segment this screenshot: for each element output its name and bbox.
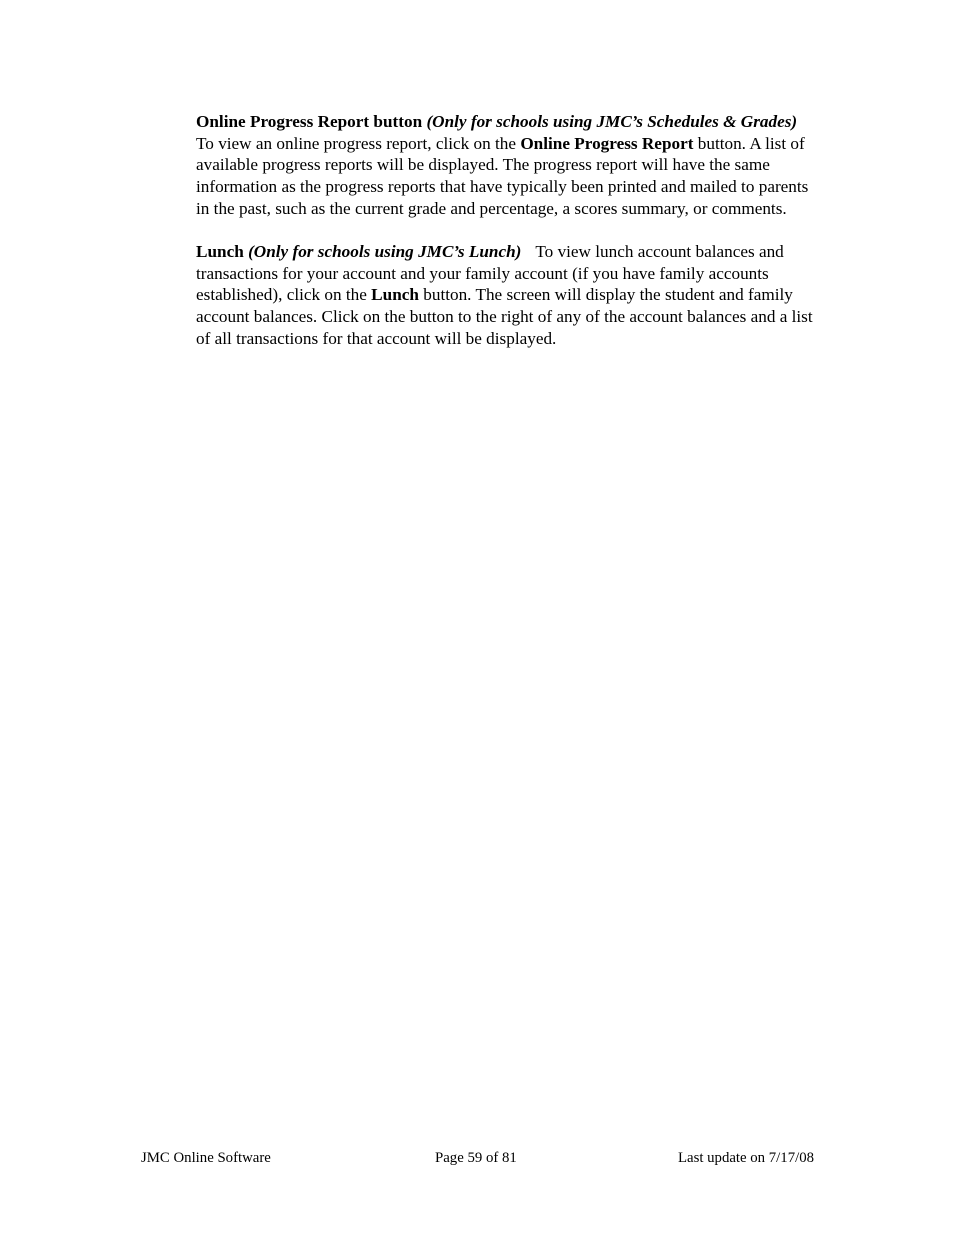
document-body (196, 111, 818, 371)
section-heading: Online Progress Report button (196, 112, 423, 131)
footer-last-update: Last update on 7/17/08 (677, 1150, 814, 1166)
section-lunch (196, 241, 818, 350)
section-text: To view lunch account balances and transactions for your account and your family account (if you have family accounts established), click on the (196, 242, 784, 305)
section-heading: Lunch (196, 242, 244, 262)
section-text-bold: Lunch (371, 285, 419, 305)
section-text: button. A list of available progress reports will be displayed. The progress report will have the same information as the progress reports that have typically been printed and mailed to parents in the past, such as the current grade and percentage, a scores summary, or comments. (196, 133, 809, 218)
section-note: (Only for schools using JMC’s Lunch) (248, 242, 522, 262)
section-note: (Only for schools using JMC’s Schedules & Grades) (426, 112, 798, 131)
section-text-bold: Online Progress Report (520, 133, 694, 153)
footer-page-number: Page 59 of 81 (435, 1150, 517, 1166)
footer-product-name: JMC Online Software (141, 1150, 271, 1166)
section-online-progress-report (196, 111, 818, 220)
section-text: To view an online progress report, click on the (196, 133, 521, 153)
section-text: button. The screen will display the student and family account balances. Click on the button to the right of any of the account balances and a list of all transactions for that account will be displayed. (196, 285, 813, 348)
